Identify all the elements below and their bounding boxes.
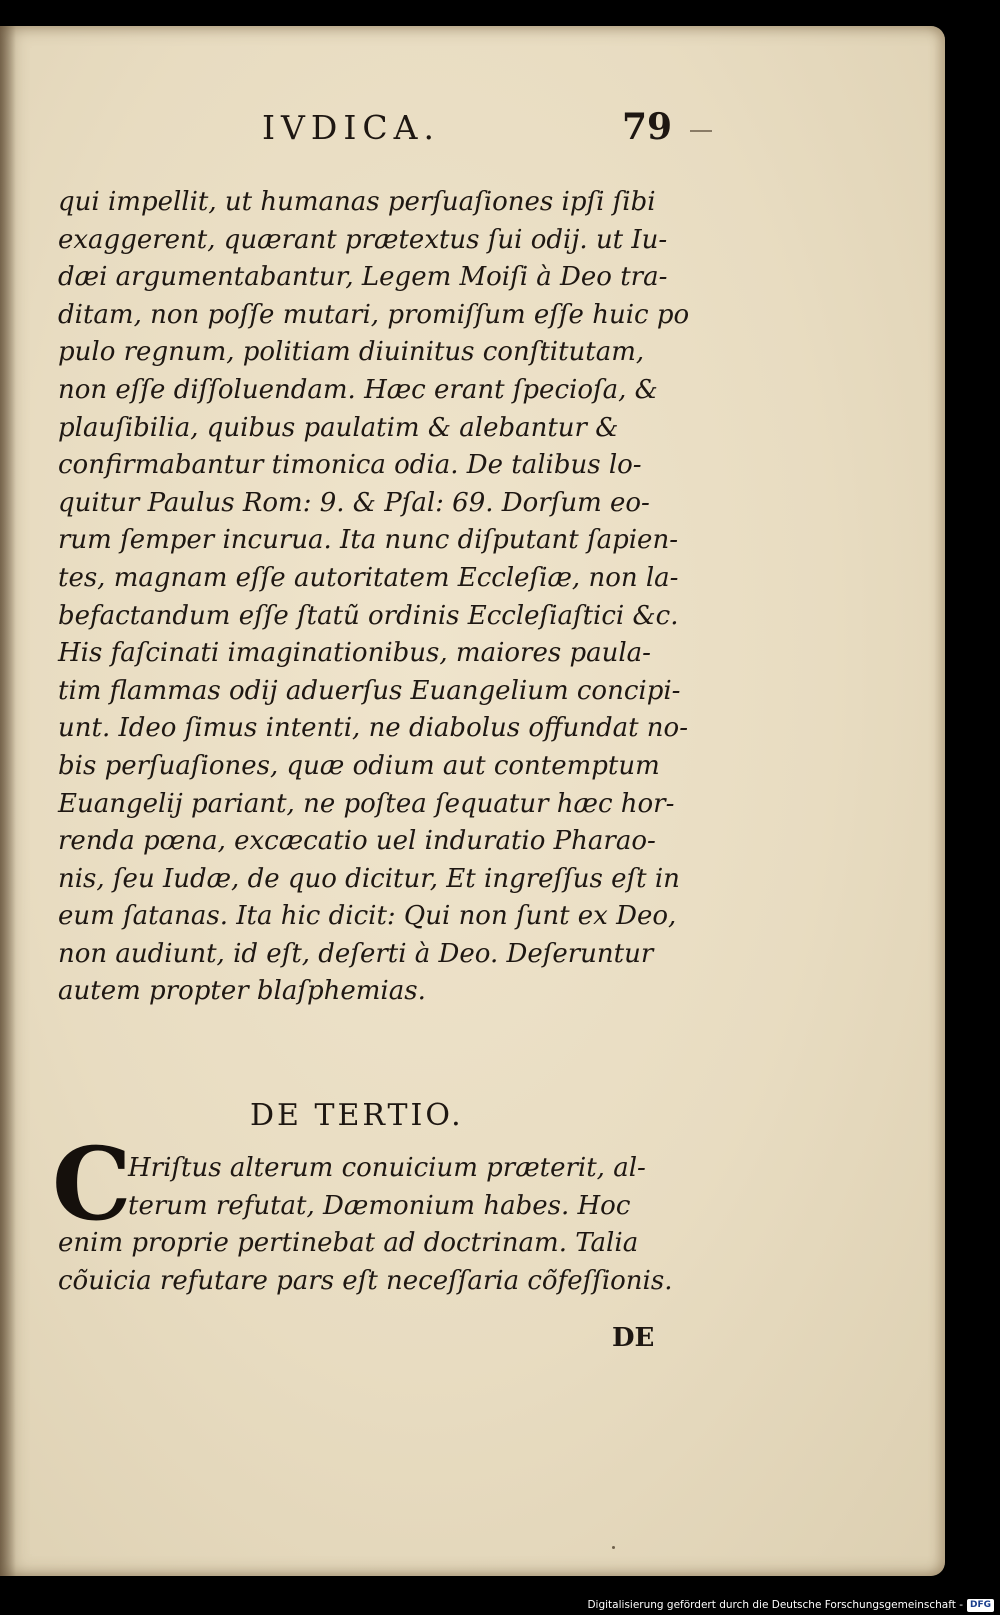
- text-line: His faſcinati imaginationibus, maiores paula-: [58, 638, 651, 669]
- text-line: rum ſemper incurua. Ita nunc diſputant ſapien-: [58, 525, 678, 556]
- text-line: ditam, non poſſe mutari, promiſſum eſſe huic po: [58, 299, 690, 330]
- text-line: tim flammas odij aduerſus Euangelium concipi-: [58, 675, 681, 706]
- page-number: 79: [622, 106, 673, 148]
- text-line: pulo regnum, politiam diuinitus conſtitutam,: [58, 337, 645, 368]
- text-line: Euangelij pariant, ne poſtea ſequatur hæc hor-: [58, 788, 675, 819]
- text-line: enim proprie pertinebat ad doctrinam. Talia: [58, 1228, 639, 1259]
- digitization-footer: [587, 1598, 994, 1612]
- text-line: qui impellit, ut humanas perſuaſiones ipſi ſibi: [58, 187, 656, 217]
- header-dash-mark: [690, 130, 712, 132]
- text-line: nis, ſeu Iudæ, de quo dicitur, Et ingreſſus eſt in: [58, 863, 680, 894]
- text-line: renda pœna, excæcatio uel induratio Pharao-: [58, 826, 656, 857]
- drop-cap-initial: C: [52, 1125, 132, 1243]
- text-line: dæi argumentabantur, Legem Moiſi à Deo tra-: [58, 262, 668, 293]
- paper-speck: [612, 1546, 615, 1549]
- text-line: bis perſuaſiones, quæ odium aut contemptum: [58, 750, 660, 781]
- text-line: autem propter blaſphemias.: [58, 976, 426, 1007]
- text-line: tes, magnam eſſe autoritatem Eccleſiæ, non la-: [58, 562, 679, 593]
- text-line: unt. Ideo ſimus intenti, ne diabolus offundat no-: [58, 713, 688, 744]
- text-line: non audiunt, id eſt, deſerti à Deo. Deſeruntur: [58, 938, 654, 969]
- text-line: exaggerent, quærant prætextus ſui odij. ut Iu-: [58, 224, 668, 255]
- text-line: plauſibilia, quibus paulatim & alebantur &: [58, 412, 619, 443]
- text-line: non eſſe diſſoluendam. Hæc erant ſpecioſa, &: [58, 374, 658, 405]
- text-line: terum refutat, Dæmonium habes. Hoc: [128, 1190, 631, 1221]
- text-line: eum ſatanas. Ita hic dicit: Qui non ſunt ex Deo,: [58, 901, 677, 932]
- running-head: IVDICA.: [262, 108, 440, 147]
- section-heading: DE TERTIO.: [250, 1098, 464, 1133]
- page-gutter-shadow: [0, 26, 16, 1576]
- text-line: confirmabantur timonica odia. De talibus lo-: [58, 450, 642, 481]
- footer-credit-text: Digitalisierung gefördert durch die Deutsche Forschungsgemeinschaft -: [587, 1599, 963, 1611]
- text-line: cõuicia refutare pars eſt neceſſaria cõfeſſionis.: [58, 1265, 673, 1296]
- section-text-block: [58, 1150, 683, 1300]
- text-line: Hriſtus alterum conuicium præterit, al-: [128, 1153, 646, 1183]
- main-text-block: [58, 184, 690, 1011]
- book-page: [0, 26, 945, 1576]
- text-line: quitur Paulus Rom: 9. & Pſal: 69. Dorſum eo-: [58, 487, 650, 518]
- dfg-logo: DFG: [967, 1599, 994, 1612]
- text-line: befactandum eſſe ſtatũ ordinis Eccleſiaſtici &c.: [58, 600, 679, 631]
- catchword: DE: [612, 1323, 655, 1353]
